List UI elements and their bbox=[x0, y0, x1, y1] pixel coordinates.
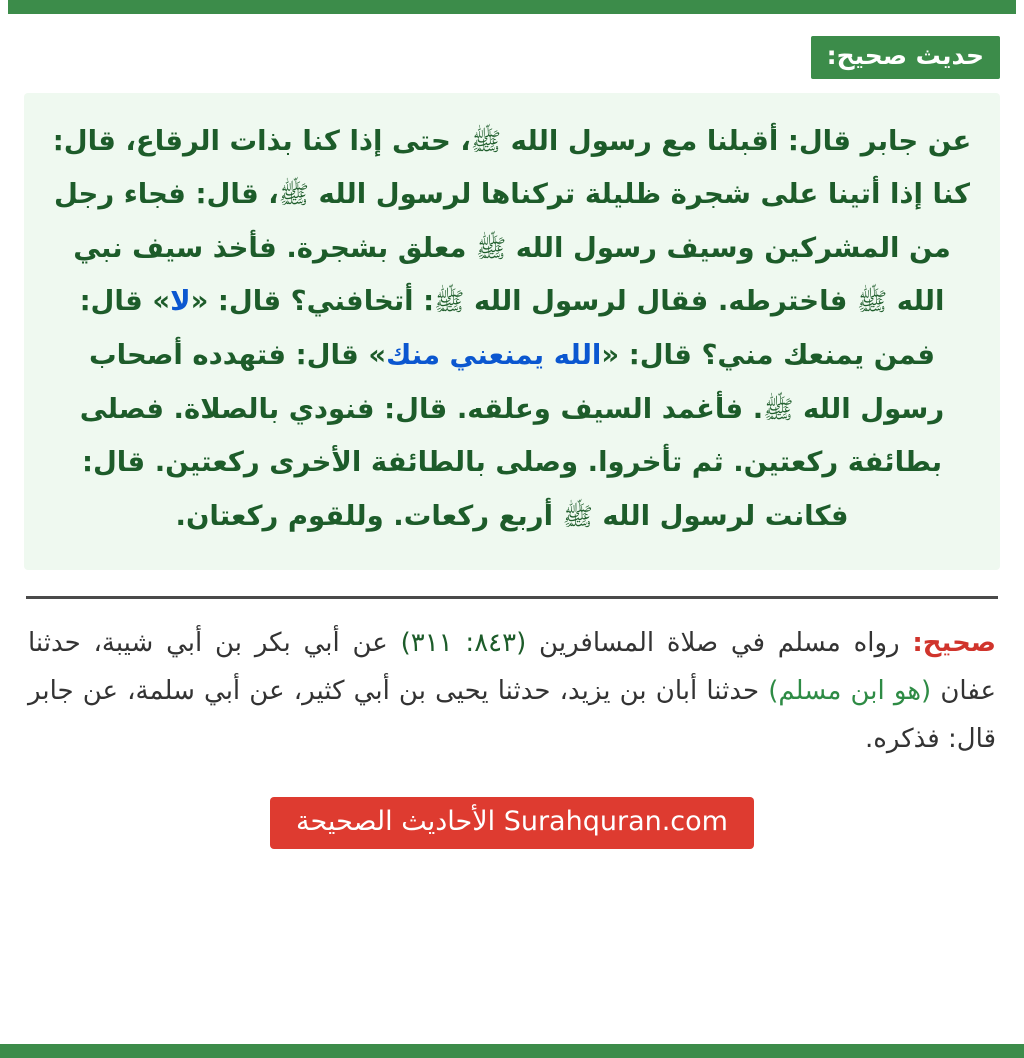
hadith-segment: : أتخافني؟ قال: « bbox=[190, 285, 435, 318]
site-name: Surahquran.com bbox=[503, 805, 728, 837]
takhrij-segment: رواه مسلم في صلاة المسافرين bbox=[526, 627, 913, 658]
hadith-quoted-speech: لا bbox=[170, 285, 191, 318]
sallallahu-alayhi-wasallam-glyph: ﷺ bbox=[475, 233, 507, 263]
hadith-grade-badge: حديث صحيح: bbox=[811, 36, 1000, 79]
sallallahu-alayhi-wasallam-glyph: ﷺ bbox=[278, 180, 309, 210]
hadith-segment: معلق بشجرة. فأخذ سيف نبي الله bbox=[73, 231, 945, 318]
takhrij-segment: عن أبي بكر بن أبي شيبة، حدثنا عفان bbox=[28, 627, 996, 706]
hadith-body bbox=[50, 115, 974, 544]
hadith-segment: عن جابر قال: أقبلنا مع رسول الله bbox=[501, 124, 972, 157]
grade-row bbox=[24, 36, 1000, 79]
sallallahu-alayhi-wasallam-glyph: ﷺ bbox=[562, 501, 593, 531]
hadith-segment: » قال: فمن يمنعك مني؟ قال: « bbox=[79, 285, 935, 371]
bottom-frame-bar bbox=[0, 1044, 1024, 1058]
site-tagline: الأحاديث الصحيحة bbox=[296, 805, 496, 837]
footer-row bbox=[24, 797, 1000, 849]
sallallahu-alayhi-wasallam-glyph: ﷺ bbox=[434, 287, 465, 317]
takhrij-paragraph bbox=[24, 619, 1000, 763]
takhrij-narrator-note: (هو ابن مسلم) bbox=[768, 675, 932, 706]
hadith-segment: أربع ركعات. وللقوم ركعتان. bbox=[175, 499, 563, 532]
takhrij-segment: حدثنا أبان بن يزيد، حدثنا يحيى بن أبي كثير، عن أبي سلمة، عن جابر قال: فذكره. bbox=[28, 675, 996, 754]
top-frame-bar bbox=[0, 0, 1024, 14]
hadith-segment: ، حتى إذا كنا بذات الرقاع، قال: كنا إذا أتينا على شجرة ظليلة تركناها لرسول الله bbox=[52, 124, 971, 211]
hadith-segment: » قال: فتهدده أصحاب رسول الله bbox=[89, 339, 945, 425]
hadith-segment: . فأغمد السيف وعلقه. قال: فنودي بالصلاة. فصلى بطائفة ركعتين. ثم تأخروا. وصلى بالطائفة الأخرى ركعتين. قال: فكانت لرسول الله bbox=[79, 392, 943, 532]
hadith-segment: فاخترطه. فقال لرسول الله bbox=[464, 285, 857, 318]
hadith-quoted-speech: الله يمنعني منك bbox=[386, 339, 602, 371]
card-content bbox=[0, 14, 1024, 1044]
takhrij-grade-label: صحيح: bbox=[912, 627, 996, 658]
takhrij-reference: (٨٤٣: ٣١١) bbox=[400, 627, 527, 658]
site-brand-badge[interactable] bbox=[270, 797, 754, 849]
section-divider bbox=[26, 596, 998, 599]
sallallahu-alayhi-wasallam-glyph: ﷺ bbox=[856, 287, 888, 317]
hadith-segment: ، قال: فجاء رجل من المشركين وسيف رسول الله bbox=[53, 178, 951, 264]
sallallahu-alayhi-wasallam-glyph: ﷺ bbox=[763, 394, 794, 424]
sallallahu-alayhi-wasallam-glyph: ﷺ bbox=[470, 126, 502, 156]
hadith-text-box bbox=[24, 93, 1000, 570]
